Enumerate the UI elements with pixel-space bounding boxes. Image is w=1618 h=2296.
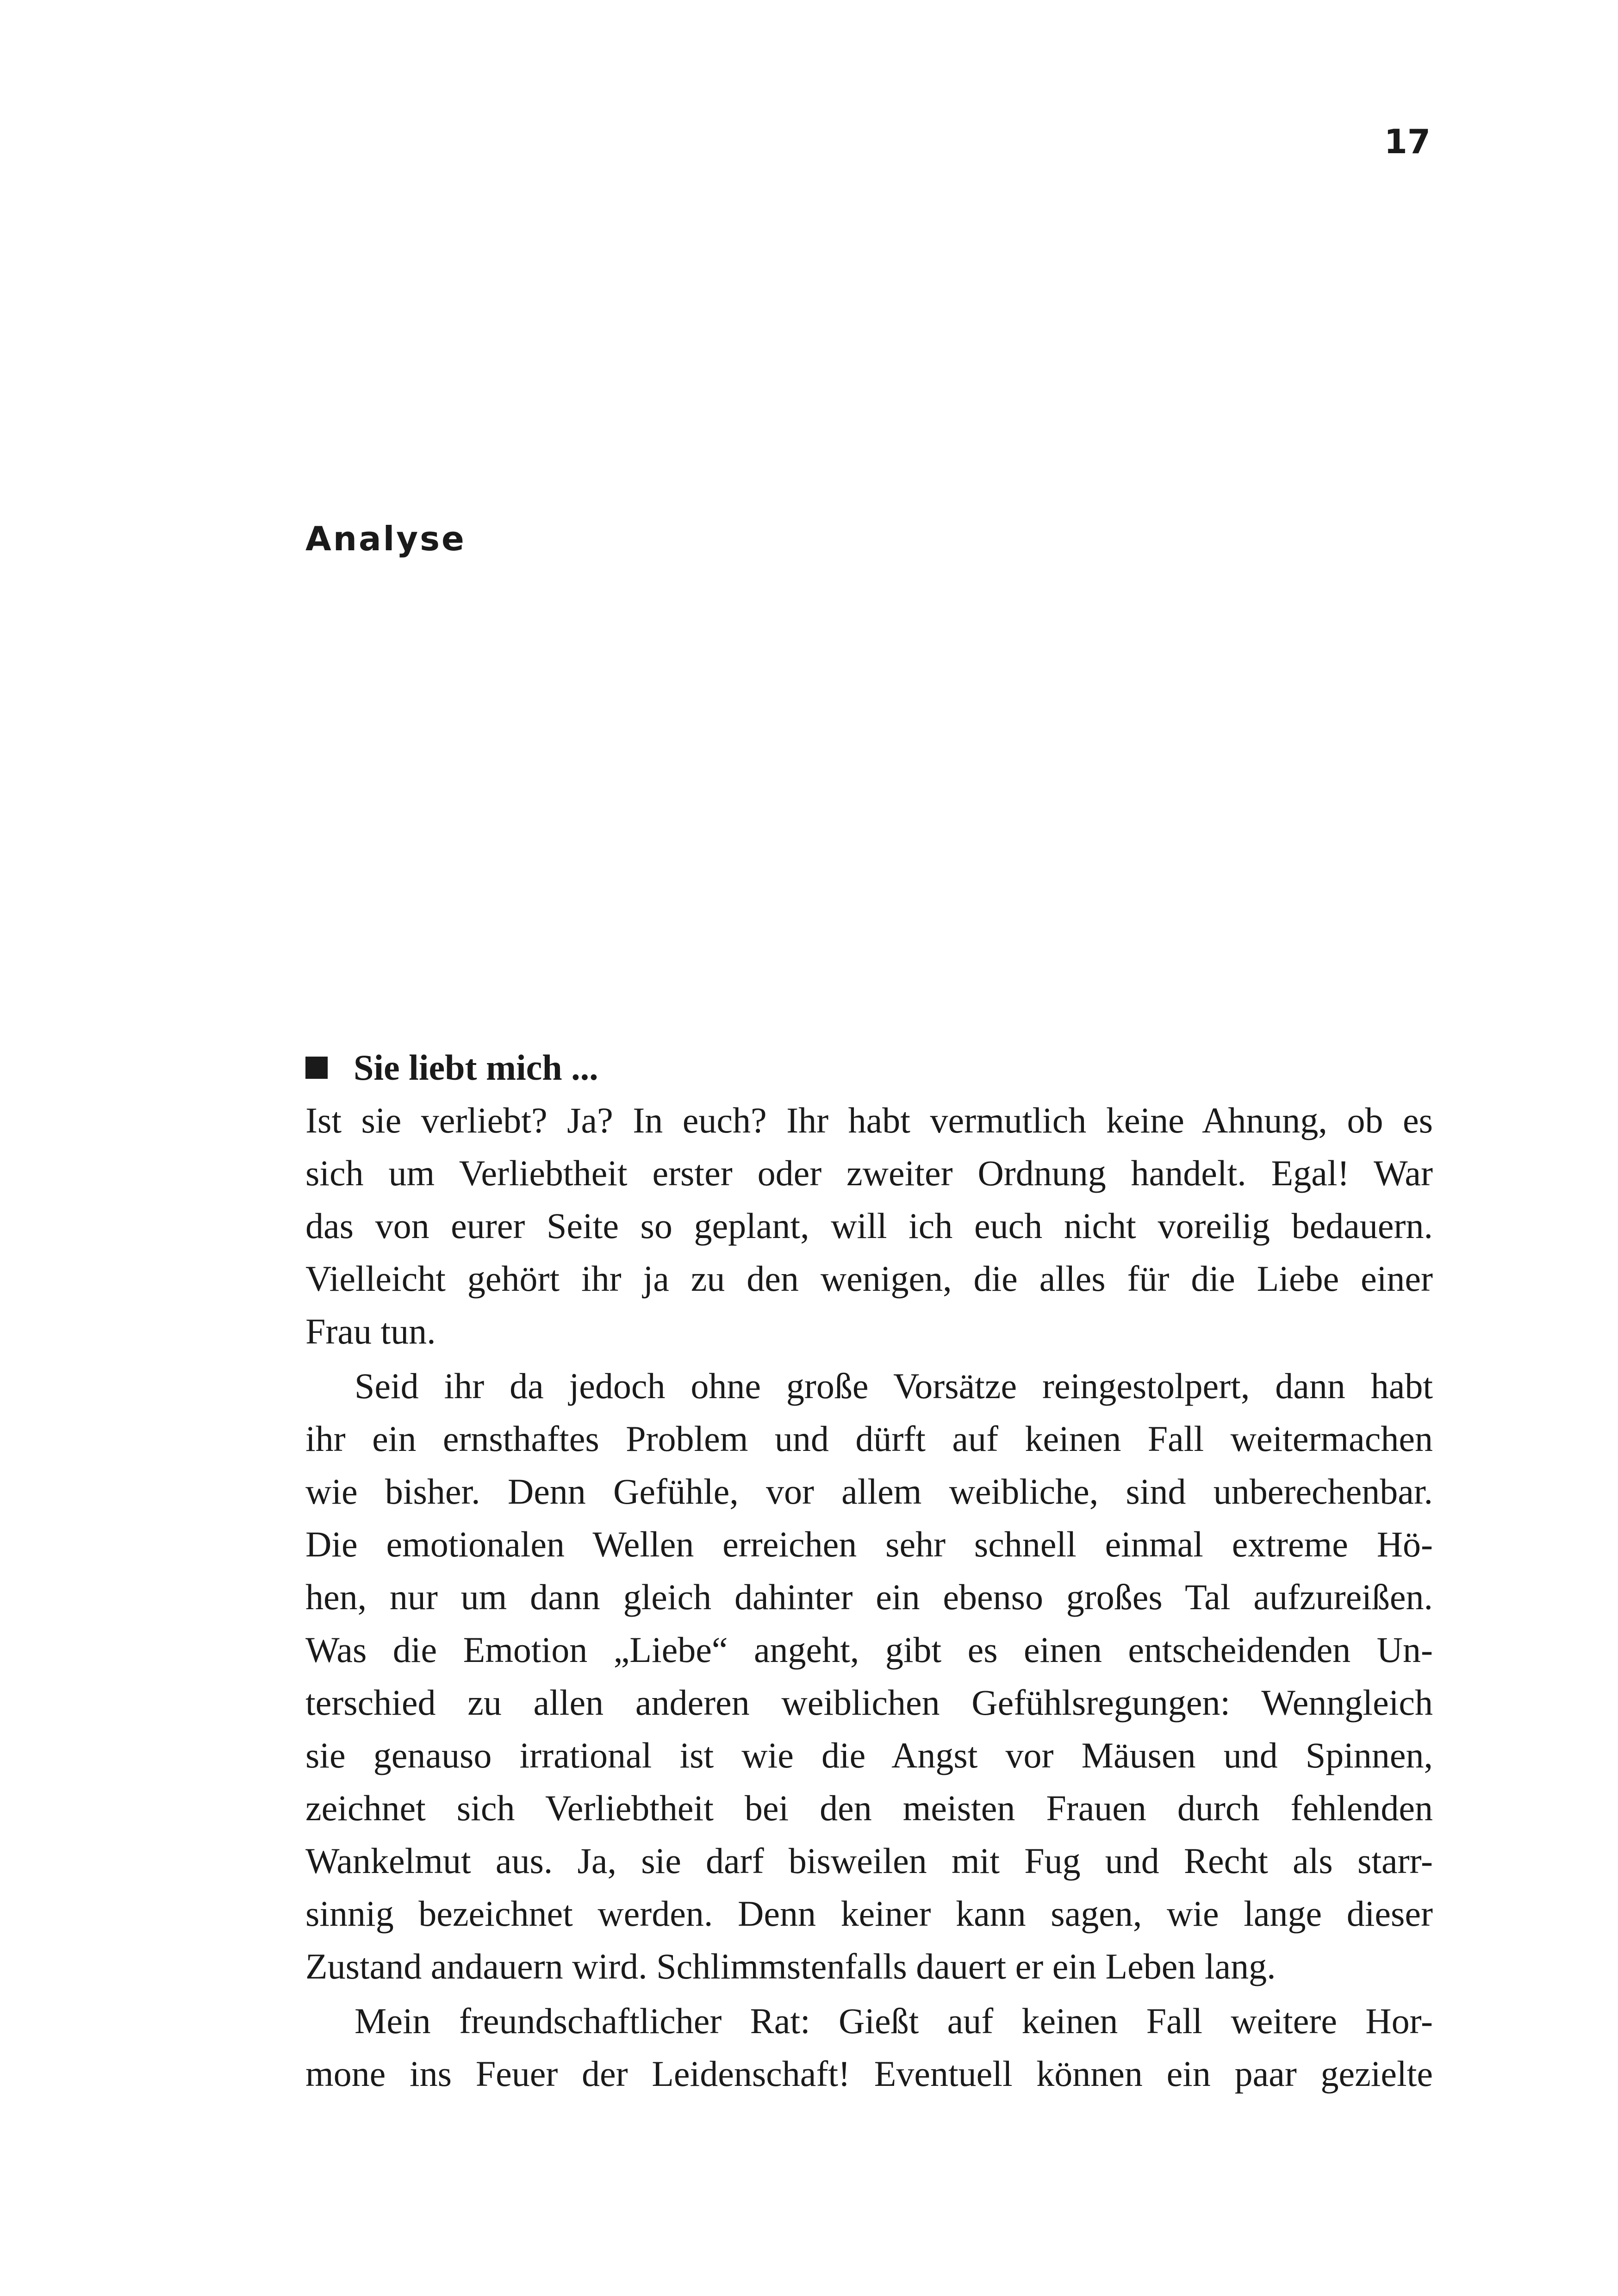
text-line: Frau tun. — [305, 1311, 436, 1351]
text-line: das von eurer Seite so geplant, will ich euch nicht voreilig bedauern. — [305, 1206, 1433, 1246]
text-line: Die emotionalen Wellen erreichen sehr schnell einmal extreme Hö- — [305, 1524, 1433, 1564]
text-line: mone ins Feuer der Leidenschaft! Eventuell können ein paar gezielte — [305, 2053, 1433, 2094]
section-content — [305, 1041, 1433, 2100]
text-line: terschied zu allen anderen weiblichen Gefühlsregungen: Wenngleich — [305, 1682, 1433, 1723]
text-line: Mein freundschaftlicher Rat: Gießt auf keinen Fall weitere Hor- — [355, 2001, 1433, 2041]
chapter-heading: Analyse — [305, 519, 466, 558]
body-text — [305, 1094, 1433, 2100]
text-line: sich um Verliebtheit erster oder zweiter Ordnung handelt. Egal! War — [305, 1153, 1433, 1193]
paragraph — [305, 1995, 1433, 2100]
paragraph — [305, 1360, 1433, 1993]
text-line: Ist sie verliebt? Ja? In euch? Ihr habt vermutlich keine Ahnung, ob es — [305, 1100, 1433, 1140]
text-line: zeichnet sich Verliebtheit bei den meisten Frauen durch fehlenden — [305, 1788, 1433, 1828]
page-number: 17 — [1384, 122, 1431, 161]
text-line: ihr ein ernsthaftes Problem und dürft auf keinen Fall weitermachen — [305, 1419, 1433, 1459]
text-line: Was die Emotion „Liebe“ angeht, gibt es einen entscheidenden Un- — [305, 1630, 1433, 1670]
text-line: Zustand andauern wird. Schlimmstenfalls dauert er ein Leben lang. — [305, 1946, 1276, 1986]
text-line: hen, nur um dann gleich dahinter ein ebenso großes Tal aufzureißen. — [305, 1577, 1433, 1617]
text-line: Vielleicht gehört ihr ja zu den wenigen, die alles für die Liebe einer — [305, 1258, 1433, 1299]
text-line: sie genauso irrational ist wie die Angst vor Mäusen und Spinnen, — [305, 1735, 1433, 1775]
paragraph — [305, 1094, 1433, 1358]
text-line: sinnig bezeichnet werden. Denn keiner kann sagen, wie lange dieser — [305, 1893, 1433, 1934]
section-heading — [305, 1041, 1433, 1094]
text-line: wie bisher. Denn Gefühle, vor allem weibliche, sind unberechenbar. — [305, 1471, 1433, 1512]
text-line: Wankelmut aus. Ja, sie darf bisweilen mit Fug und Recht als starr- — [305, 1841, 1433, 1881]
section-heading-text: Sie liebt mich ... — [354, 1047, 598, 1088]
square-bullet-icon — [305, 1057, 328, 1079]
text-line: Seid ihr da jedoch ohne große Vorsätze reingestolpert, dann habt — [355, 1366, 1433, 1406]
